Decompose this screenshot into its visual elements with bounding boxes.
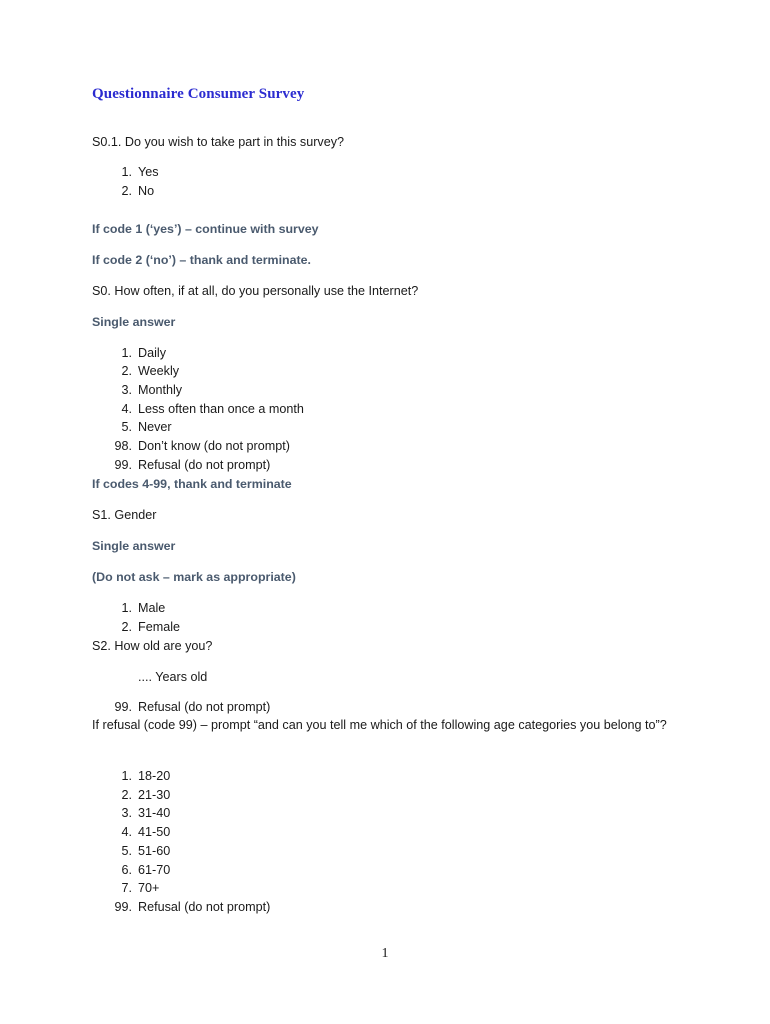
routing-instruction: If code 1 (‘yes’) – continue with survey (92, 222, 319, 236)
option-code: 3. (121, 806, 132, 820)
option-label: 31-40 (138, 806, 171, 820)
page-number: 1 (381, 946, 389, 961)
option-code: 5. (121, 420, 132, 434)
question-s1: S1. Gender (92, 508, 157, 522)
option-label: 61-70 (138, 863, 171, 877)
option-label: Don’t know (do not prompt) (138, 439, 290, 453)
option-label: 41-50 (138, 825, 171, 839)
option-code: 99. (114, 458, 132, 472)
option-code: 2. (121, 620, 132, 634)
option-code: 3. (121, 383, 132, 397)
option-item (92, 699, 270, 715)
interviewer-instruction: (Do not ask – mark as appropriate) (92, 570, 296, 584)
option-code: 1. (121, 601, 132, 615)
option-item (92, 805, 170, 821)
option-label: Daily (138, 346, 166, 360)
option-item (92, 183, 154, 199)
option-code: 99. (114, 900, 132, 914)
option-item (92, 824, 170, 840)
option-item (92, 787, 170, 803)
option-code: 5. (121, 844, 132, 858)
option-label: Refusal (do not prompt) (138, 458, 271, 472)
document-title: Questionnaire Consumer Survey (92, 86, 305, 102)
option-label: No (138, 184, 155, 198)
option-item (92, 880, 159, 896)
option-label: 51-60 (138, 844, 171, 858)
routing-instruction: If codes 4-99, thank and terminate (92, 477, 292, 491)
option-code: 99. (114, 700, 132, 714)
option-code: 7. (121, 881, 132, 895)
routing-instruction: If code 2 (‘no’) – thank and terminate. (92, 253, 311, 267)
option-code: 1. (121, 769, 132, 783)
option-item (92, 345, 166, 361)
option-label: Refusal (do not prompt) (138, 900, 271, 914)
answer-instruction: Single answer (92, 539, 176, 553)
option-label: Female (138, 620, 180, 634)
option-item (92, 363, 179, 379)
option-code: 2. (121, 184, 132, 198)
option-item (92, 768, 170, 784)
option-item (92, 619, 180, 635)
option-code: 4. (121, 825, 132, 839)
option-item (92, 419, 172, 435)
option-label: 70+ (138, 881, 160, 895)
option-label: Monthly (138, 383, 183, 397)
answer-line: .... Years old (138, 670, 208, 684)
option-code: 4. (121, 402, 132, 416)
option-code: 98. (114, 439, 132, 453)
option-item (92, 382, 182, 398)
answer-instruction: Single answer (92, 315, 176, 329)
option-code: 1. (121, 165, 132, 179)
option-label: Never (138, 420, 172, 434)
option-item (92, 457, 270, 473)
option-item (92, 438, 290, 454)
option-item (92, 164, 159, 180)
option-label: Weekly (138, 364, 180, 378)
question-s0: S0. How often, if at all, do you personally use the Internet? (92, 284, 419, 298)
option-label: 18-20 (138, 769, 171, 783)
option-label: 21-30 (138, 788, 171, 802)
prompt-instruction: If refusal (code 99) – prompt “and can you tell me which of the following age categories you belong to”? (92, 718, 667, 732)
option-label: Yes (138, 165, 159, 179)
option-code: 2. (121, 364, 132, 378)
option-item (92, 600, 165, 616)
option-code: 2. (121, 788, 132, 802)
question-s2: S2. How old are you? (92, 639, 213, 653)
option-code: 1. (121, 346, 132, 360)
option-label: Less often than once a month (138, 402, 304, 416)
option-item (92, 899, 270, 915)
question-s0-1: S0.1. Do you wish to take part in this survey? (92, 135, 344, 149)
option-item (92, 862, 170, 878)
option-label: Male (138, 601, 166, 615)
option-code: 6. (121, 863, 132, 877)
option-item (92, 401, 304, 417)
option-label: Refusal (do not prompt) (138, 700, 271, 714)
option-item (92, 843, 170, 859)
